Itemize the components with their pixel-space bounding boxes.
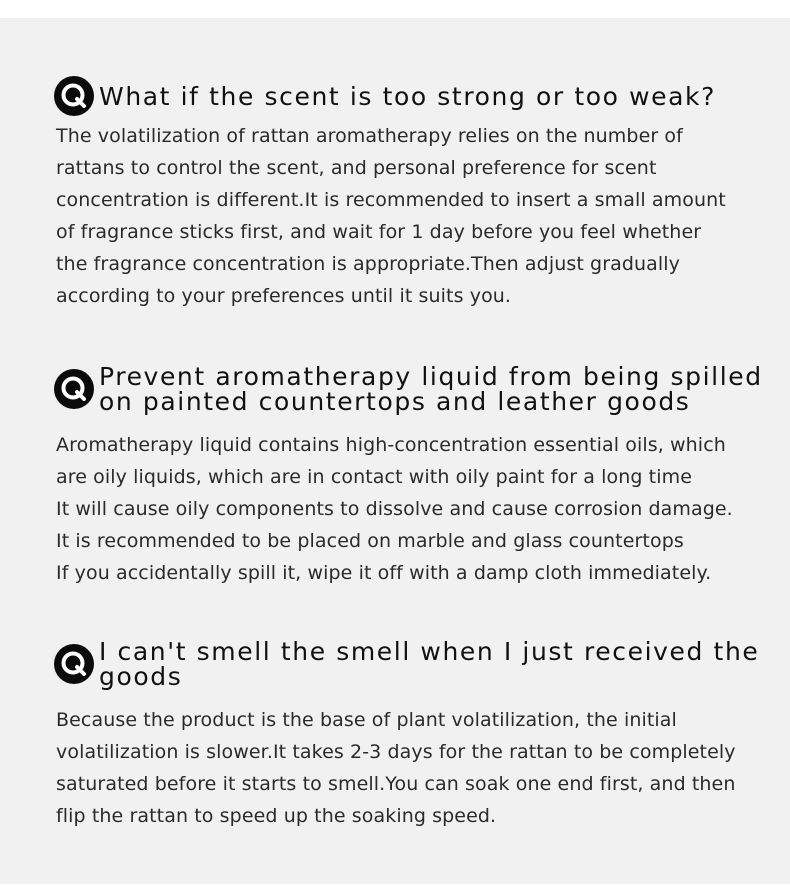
faq-question-row <box>54 76 774 116</box>
faq-question: I can't smell the smell when I just received the goods <box>99 637 760 691</box>
faq-question-row <box>54 639 774 689</box>
q-letter-icon <box>59 374 89 404</box>
q-badge-icon <box>54 644 94 684</box>
faq-item-cant-smell <box>54 639 774 832</box>
faq-question: What if the scent is too strong or too weak? <box>99 81 716 111</box>
q-letter-icon <box>59 649 89 679</box>
faq-question-row <box>54 364 774 414</box>
faq-item-scent-strength <box>54 76 774 312</box>
faq-item-prevent-spill <box>54 364 774 589</box>
faq-answer: Aromatherapy liquid contains high-concentration essential oils, which are oily liquids, which are in contact with oily paint for a long time It will cause oily components to dissolve and cause corrosion damage. It is recommended to be placed on marble and glass countertops If you accidentally spill it, wipe it off with a damp cloth immediately. <box>56 434 733 584</box>
q-badge-icon <box>54 76 94 116</box>
faq-answer: The volatilization of rattan aromatherapy relies on the number of rattans to control the scent, and personal preference for scent concentration is different.It is recommended to insert a small amount of fragrance sticks first, and wait for 1 day before you feel whether the fragrance concentration is appropriate.Then adjust gradually according to your preferences until it suits you. <box>56 125 726 307</box>
faq-answer: Because the product is the base of plant volatilization, the initial volatilization is slower.It takes 2-3 days for the rattan to be completely saturated before it starts to smell.You can soak one end first, and then flip the rattan to speed up the soaking speed. <box>56 709 736 827</box>
faq-question: Prevent aromatherapy liquid from being spilled on painted countertops and leather goods <box>99 362 763 416</box>
q-letter-icon <box>59 81 89 111</box>
q-badge-icon <box>54 369 94 409</box>
